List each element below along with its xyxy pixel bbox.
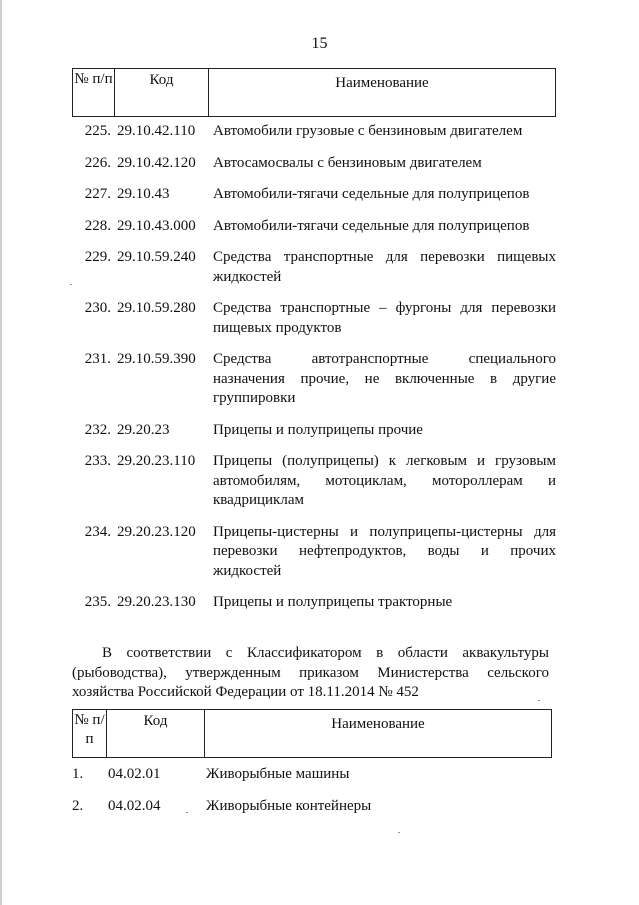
table2-header-name: Наименование — [331, 716, 425, 732]
table-row — [72, 248, 556, 287]
table-row — [72, 154, 556, 174]
table1-header — [72, 68, 556, 117]
row-name: Средства автотранспортные специального назначения прочие, не включенные в другие группировки — [213, 351, 556, 406]
page-edge — [0, 0, 2, 905]
row-num: 227. — [84, 186, 111, 202]
row-code: 29.20.23.130 — [117, 594, 196, 610]
table-row — [72, 797, 552, 817]
table-row — [72, 350, 556, 409]
row-num: 235. — [84, 594, 111, 610]
row-name: Автомобили грузовые с бензиновым двигателем — [213, 123, 523, 139]
row-code: 29.10.59.280 — [117, 300, 196, 316]
row-code: 29.10.42.120 — [117, 154, 196, 171]
table1-header-name: Наименование — [335, 75, 429, 91]
table-row — [72, 185, 556, 205]
row-code: 29.20.23 — [117, 421, 170, 438]
row-name: Автосамосвалы с бензиновым двигателем — [213, 154, 482, 171]
page-number: 15 — [311, 35, 328, 52]
row-name: Живорыбные машины — [206, 766, 350, 782]
scan-speck — [70, 284, 72, 285]
table-row — [72, 452, 556, 511]
row-name: Прицепы и полуприцепы прочие — [213, 421, 423, 438]
row-name: Средства транспортные – фургоны для перевозки пищевых продуктов — [213, 300, 556, 336]
table1-header-num: № п/п — [73, 69, 115, 116]
row-code: 04.02.01 — [108, 766, 161, 782]
intro-paragraph: В соответствии с Классификатором в области аквакультуры (рыбоводства), утвержденным приказом Министерства сельского хозяйства Российской Федерации от 18.11.2014 № 452 — [72, 645, 549, 700]
row-num: 229. — [84, 249, 111, 265]
row-name: Автомобили-тягачи седельные для полуприцепов — [213, 217, 530, 234]
table1-header-code: Код — [115, 69, 209, 116]
table2-header-num: № п/п — [73, 710, 107, 757]
row-name: Прицепы-цистерны и полуприцепы-цистерны для перевозки нефтепродуктов, воды и прочих жидкостей — [213, 523, 556, 579]
row-name: Прицепы и полуприцепы тракторные — [213, 594, 453, 610]
row-num: 2. — [72, 797, 84, 814]
table-row — [72, 523, 556, 582]
row-num: 231. — [84, 351, 111, 367]
row-name: Средства транспортные для перевозки пищевых жидкостей — [213, 249, 556, 285]
row-code: 29.10.43.000 — [117, 217, 196, 234]
table-row — [72, 765, 552, 785]
row-num: 225. — [84, 123, 111, 139]
row-num: 232. — [84, 421, 111, 438]
row-num: 1. — [72, 766, 84, 782]
row-code: 04.02.04 — [108, 797, 161, 814]
row-code: 29.10.59.240 — [117, 249, 196, 265]
table-row — [72, 122, 556, 142]
row-code: 29.20.23.110 — [117, 453, 196, 469]
row-num: 226. — [84, 154, 111, 171]
table1-body — [72, 122, 556, 613]
row-name: Живорыбные контейнеры — [206, 797, 372, 814]
table-row — [72, 593, 556, 613]
row-num: 228. — [84, 217, 111, 234]
row-num: 233. — [84, 453, 111, 469]
row-code: 29.10.59.390 — [117, 351, 196, 367]
row-num: 230. — [84, 300, 111, 316]
table-row — [72, 421, 556, 441]
table2-header — [72, 709, 552, 758]
table2-body — [72, 765, 552, 816]
table2-header-code: Код — [107, 710, 205, 757]
row-code: 29.20.23.120 — [117, 523, 196, 540]
table-row — [72, 299, 556, 338]
row-num: 234. — [84, 523, 111, 540]
row-name: Автомобили-тягачи седельные для полуприцепов — [213, 186, 530, 202]
row-name: Прицепы (полуприцепы) к легковым и грузовым автомобилям, мотоциклам, мотороллерам и квадрициклам — [213, 453, 556, 508]
row-code: 29.10.42.110 — [117, 123, 196, 139]
scan-speck — [538, 700, 540, 701]
scan-speck — [398, 832, 400, 833]
row-code: 29.10.43 — [117, 186, 170, 202]
scan-speck — [186, 812, 188, 813]
table-row — [72, 217, 556, 237]
